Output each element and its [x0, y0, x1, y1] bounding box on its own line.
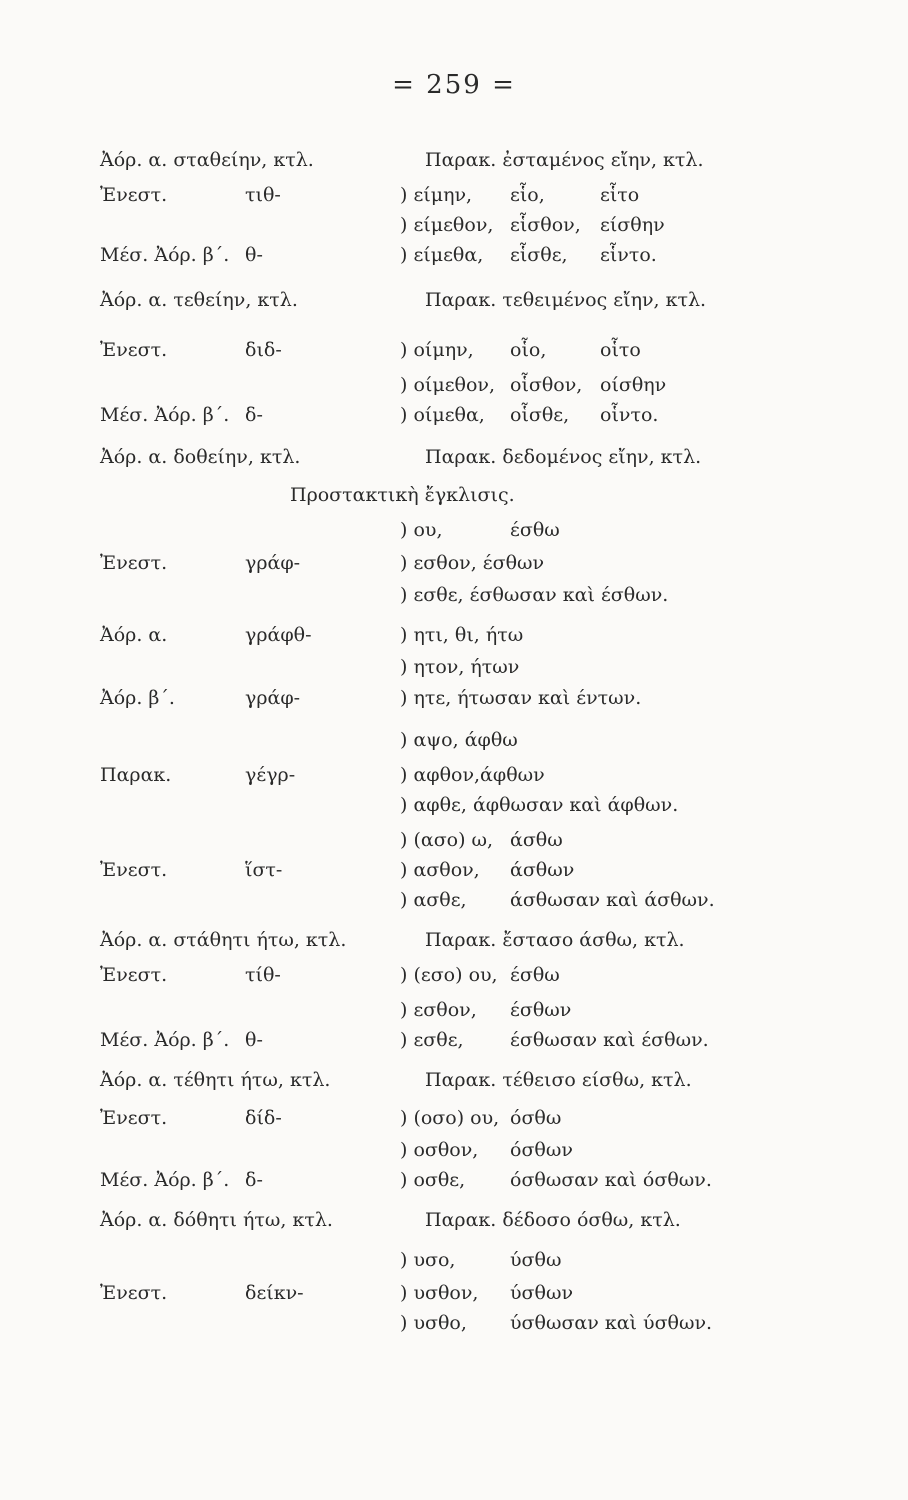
paradigm-row: [0, 370, 908, 400]
paradigm-row: [0, 683, 908, 713]
cell-0: Μέσ. Ἀόρ. β΄.: [100, 1029, 230, 1051]
cell-1: θ-: [245, 1029, 263, 1051]
cell-1: γέγρ-: [245, 764, 296, 786]
paradigm-row: [0, 180, 908, 210]
aorist-line: [0, 145, 908, 175]
cell-0: Ἀόρ. α.: [100, 624, 168, 646]
cell-3: έσθω: [510, 964, 560, 986]
section-title: [0, 480, 908, 510]
cell-2: ) αφθον,άφθων: [400, 764, 545, 786]
aorist-line: [0, 1065, 908, 1095]
cell-1: Παρακ. τέθεισο είσθω, κτλ.: [425, 1069, 692, 1091]
cell-0: Μέσ. Ἀόρ. β΄.: [100, 1169, 230, 1191]
paradigm-row: [0, 1308, 908, 1338]
cell-3: όσθων: [510, 1139, 573, 1161]
cell-3: ύσθωσαν καὶ ύσθων.: [510, 1312, 713, 1334]
paradigm-row: [0, 515, 908, 545]
cell-1: δ-: [245, 1169, 263, 1191]
page-number: = 259 =: [392, 70, 516, 100]
cell-0: Ἐνεστ.: [100, 1282, 168, 1304]
cell-1: δείκν-: [245, 1282, 304, 1304]
cell-3: ύσθω: [510, 1249, 562, 1271]
cell-3: έσθω: [510, 519, 560, 541]
cell-3: όσθωσαν καὶ όσθων.: [510, 1169, 712, 1191]
cell-1: γράφθ-: [245, 624, 312, 646]
cell-2: ) ητι, θι, ήτω: [400, 624, 524, 646]
paradigm-row: [0, 1245, 908, 1275]
cell-2: ) υσθον,: [400, 1282, 479, 1304]
cell-2: ) υσθο,: [400, 1312, 467, 1334]
cell-0: Ἀόρ. α. τέθητι ήτω, κτλ.: [100, 1069, 331, 1091]
cell-1: Παρακ. δεδομένος εἴην, κτλ.: [425, 446, 702, 468]
cell-0: Ἀόρ. α. δόθητι ήτω, κτλ.: [100, 1209, 333, 1231]
cell-2: ) ητον, ήτων: [400, 656, 520, 678]
cell-2: ) εσθε,: [400, 1029, 464, 1051]
paradigm-row: [0, 725, 908, 755]
cell-1: διδ-: [245, 339, 282, 361]
cell-0: Ἐνεστ.: [100, 339, 168, 361]
cell-1: Παρακ. δέδοσο όσθω, κτλ.: [425, 1209, 681, 1231]
cell-4: εἷτο: [600, 184, 640, 206]
cell-3: εἷο,: [510, 184, 545, 206]
paradigm-row: [0, 1135, 908, 1165]
paradigm-row: [0, 855, 908, 885]
aorist-line: [0, 925, 908, 955]
cell-1: τιθ-: [245, 184, 281, 206]
cell-2: ) (οσο) ου,: [400, 1107, 500, 1129]
paradigm-row: [0, 548, 908, 578]
cell-1: γράφ-: [245, 552, 301, 574]
aorist-line: [0, 285, 908, 315]
cell-1: Παρακ. ἔστασο άσθω, κτλ.: [425, 929, 685, 951]
cell-1: θ-: [245, 244, 263, 266]
cell-3: έσθωσαν καὶ έσθων.: [510, 1029, 709, 1051]
cell-2: ) (εσο) ου,: [400, 964, 498, 986]
cell-3: άσθων: [510, 859, 575, 881]
cell-2: ) είμεθα,: [400, 244, 484, 266]
paradigm-row: [0, 825, 908, 855]
cell-0: Ἐνεστ.: [100, 964, 168, 986]
aorist-line: [0, 442, 908, 472]
cell-1: δίδ-: [245, 1107, 282, 1129]
cell-3: οἷο,: [510, 339, 547, 361]
cell-1: τίθ-: [245, 964, 281, 986]
paradigm-row: [0, 760, 908, 790]
cell-3: οἷσθε,: [510, 404, 570, 426]
cell-3: ύσθων: [510, 1282, 574, 1304]
cell-2: ) ασθον,: [400, 859, 480, 881]
cell-2: ) υσο,: [400, 1249, 456, 1271]
cell-2: ) ητε, ήτωσαν καὶ έντων.: [400, 687, 642, 709]
paradigm-row: [0, 240, 908, 270]
paradigm-row: [0, 400, 908, 430]
cell-2: ) αψο, άφθω: [400, 729, 518, 751]
cell-3: όσθω: [510, 1107, 562, 1129]
cell-2: ) (ασο) ω,: [400, 829, 494, 851]
aorist-line: [0, 1205, 908, 1235]
cell-2: ) ασθε,: [400, 889, 467, 911]
cell-0: Προστακτικὴ ἔγκλισις.: [290, 484, 515, 506]
paradigm-row: [0, 335, 908, 365]
cell-0: Μέσ. Ἀόρ. β΄.: [100, 244, 230, 266]
paradigm-row: [0, 790, 908, 820]
cell-2: ) αφθε, άφθωσαν καὶ άφθων.: [400, 794, 679, 816]
paradigm-row: [0, 1165, 908, 1195]
cell-4: εἷντο.: [600, 244, 657, 266]
cell-2: ) είμην,: [400, 184, 473, 206]
cell-2: ) οίμεθον,: [400, 374, 495, 396]
cell-1: ἵστ-: [245, 859, 283, 881]
cell-0: Ἐνεστ.: [100, 859, 168, 881]
cell-0: Ἀόρ. α. δοθείην, κτλ.: [100, 446, 301, 468]
cell-2: ) οσθον,: [400, 1139, 479, 1161]
cell-3: εἷσθε,: [510, 244, 568, 266]
paradigm-row: [0, 885, 908, 915]
paradigm-row: [0, 1278, 908, 1308]
cell-2: ) είμεθον,: [400, 214, 494, 236]
paradigm-row: [0, 995, 908, 1025]
cell-1: Παρακ. ἐσταμένος εἴην, κτλ.: [425, 149, 704, 171]
cell-0: Ἀόρ. β΄.: [100, 687, 175, 709]
cell-0: Μέσ. Ἀόρ. β΄.: [100, 404, 230, 426]
paradigm-row: [0, 1025, 908, 1055]
cell-2: ) οίμην,: [400, 339, 474, 361]
cell-0: Ἀόρ. α. τεθείην, κτλ.: [100, 289, 298, 311]
cell-3: οἷσθον,: [510, 374, 583, 396]
cell-2: ) εσθον,: [400, 999, 477, 1021]
cell-1: δ-: [245, 404, 263, 426]
cell-4: οἷτο: [600, 339, 641, 361]
cell-0: Ἐνεστ.: [100, 1107, 168, 1129]
cell-0: Ἐνεστ.: [100, 184, 168, 206]
cell-3: άσθω: [510, 829, 563, 851]
cell-2: ) οίμεθα,: [400, 404, 485, 426]
cell-2: ) εσθον, έσθων: [400, 552, 545, 574]
paradigm-row: [0, 210, 908, 240]
cell-4: είσθην: [600, 214, 665, 236]
cell-4: οίσθην: [600, 374, 667, 396]
paradigm-row: [0, 1103, 908, 1133]
cell-1: γράφ-: [245, 687, 301, 709]
cell-0: Ἐνεστ.: [100, 552, 168, 574]
cell-3: άσθωσαν καὶ άσθων.: [510, 889, 715, 911]
cell-4: οἷντο.: [600, 404, 659, 426]
cell-2: ) οσθε,: [400, 1169, 466, 1191]
cell-3: εἷσθον,: [510, 214, 581, 236]
cell-2: ) εσθε, έσθωσαν καὶ έσθων.: [400, 584, 669, 606]
cell-3: έσθων: [510, 999, 572, 1021]
cell-0: Ἀόρ. α. στάθητι ήτω, κτλ.: [100, 929, 347, 951]
paradigm-row: [0, 580, 908, 610]
paradigm-row: [0, 652, 908, 682]
paradigm-row: [0, 620, 908, 650]
cell-1: Παρακ. τεθειμένος εἴην, κτλ.: [425, 289, 707, 311]
cell-2: ) ου,: [400, 519, 443, 541]
cell-0: Ἀόρ. α. σταθείην, κτλ.: [100, 149, 314, 171]
cell-0: Παρακ.: [100, 764, 172, 786]
paradigm-row: [0, 960, 908, 990]
